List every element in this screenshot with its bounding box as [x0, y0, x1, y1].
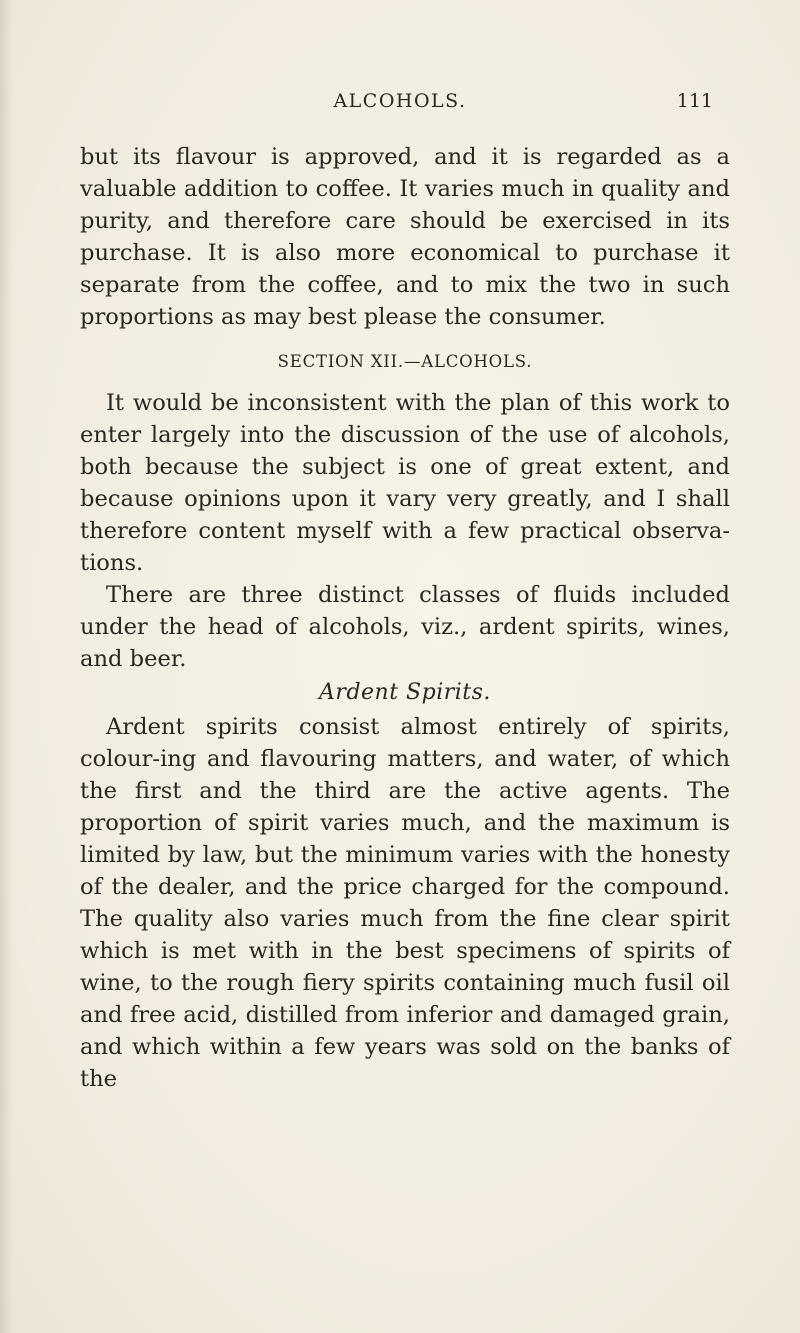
subheading-ardent-spirits: Ardent Spirits. — [319, 680, 491, 705]
page-number: 111 — [676, 90, 713, 112]
running-head — [0, 88, 800, 118]
page-body — [80, 141, 730, 1095]
paragraph-ardent-spirits: Ardent spirits consist almost entirely of spirits, colour-ing and flavouring matters, and water, of which the first and the third are the active agents. The proportion of spirit varies much, and the maximum is limited by law, but the minimum varies with the honesty of the dealer, and the price charged for the compound. The quality also varies much from the fine clear spirit which is met with in the best specimens of spirits of wine, to the rough fiery spirits containing much fusil oil and free acid, distilled from inferior and damaged grain, and which within a few years was sold on the banks of the — [80, 714, 730, 1092]
paragraph-intro: It would be inconsistent with the plan of this work to enter largely into the discussion of the use of alcohols, both because the subject is one of great extent, and because opinions upon it vary very greatly, and I shall therefore content myself with a few practical observa-tions. — [80, 390, 730, 576]
running-title: ALCOHOLS. — [333, 90, 467, 112]
binding-shadow — [0, 0, 14, 1333]
section-heading: SECTION XII.—ALCOHOLS. — [277, 352, 533, 371]
paragraph-classes: There are three distinct classes of fluids included under the head of alcohols, viz., ardent spirits, wines, and beer. — [80, 582, 730, 672]
paragraph-continued: but its flavour is approved, and it is regarded as a valuable addition to coffee. It varies much in quality and purity, and therefore care should be exercised in its purchase. It is also more economical to purchase it separate from the coffee, and to mix the two in such proportions as may best please the consumer. — [80, 144, 730, 330]
